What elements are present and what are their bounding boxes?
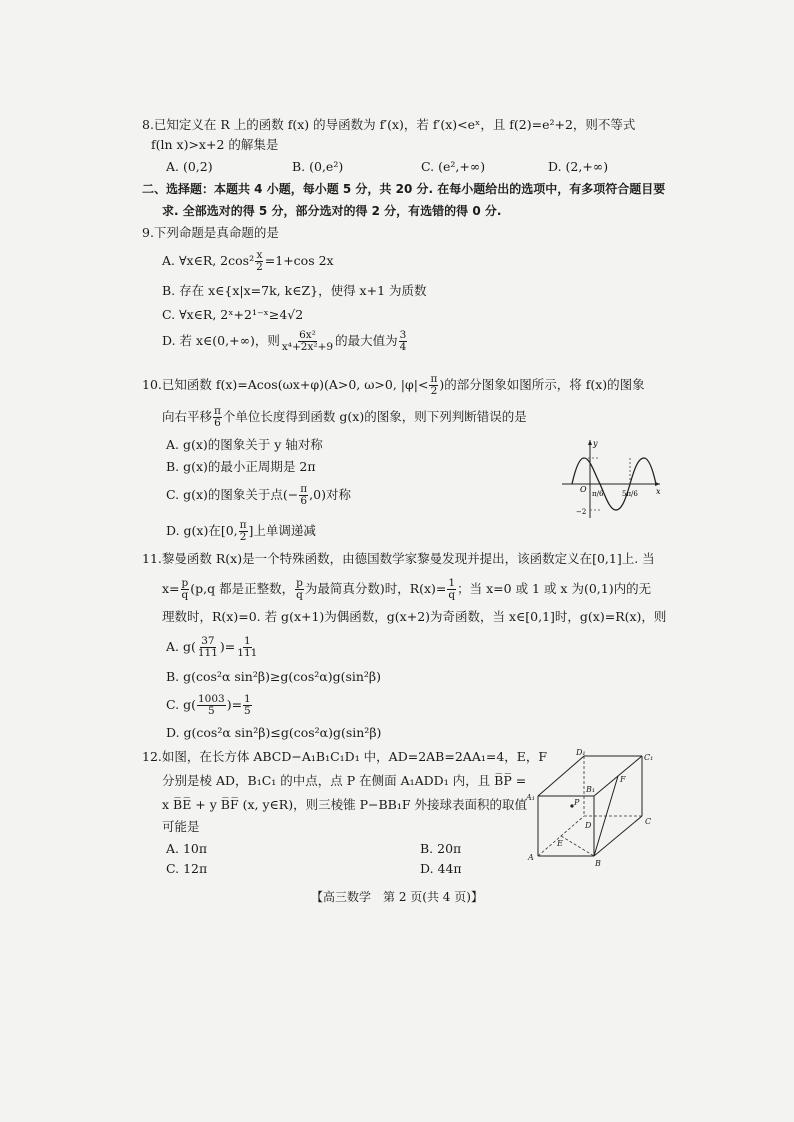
q11-a-val-den: 111: [237, 647, 258, 659]
q12-line2: 分别是棱 AD，B₁C₁ 的中点，点 P 在侧面 A₁ADD₁ 内，且 B̅P̅ =: [162, 773, 527, 788]
q10-d-post: ]上单调递减: [248, 523, 316, 538]
q10-line2-frac: [213, 406, 222, 429]
q9-d-val: [399, 330, 408, 353]
label-d: D: [585, 821, 592, 830]
q12-option-a: A. 10π: [166, 841, 208, 856]
q11-option-d: D. g(cos²α sin²β)≤g(cos²α)g(sin²β): [166, 725, 382, 740]
q11-l2-frac3-num: 1: [448, 577, 456, 589]
q11-c-frac: [197, 694, 226, 717]
q11-c-val: [243, 694, 252, 717]
q11-a-frac-den: 111: [197, 647, 218, 659]
edge-a1-d1: [538, 756, 584, 796]
q10-option-b: B. g(x)的最小正周期是 2π: [166, 459, 316, 474]
q10-d-frac-den: 2: [239, 531, 247, 543]
label-p: P: [574, 798, 580, 807]
q11-option-b: B. g(cos²α sin²β)≥g(cos²α)g(sin²β): [166, 669, 382, 684]
q10-x-label: x: [656, 487, 661, 496]
q10-c-post: ,0)对称: [309, 487, 351, 502]
label-b: B: [595, 859, 601, 868]
q9-a-frac: [255, 250, 264, 273]
q10-stem-frac-num: π: [430, 373, 438, 385]
q10-c-frac: [299, 484, 308, 507]
q11-a-pre: A. g(: [166, 639, 196, 654]
q9-a-post: =1+cos 2x: [264, 253, 334, 268]
q12-option-b: B. 20π: [420, 841, 462, 856]
label-a1: A₁: [526, 793, 535, 802]
q8-option-c: C. (e²,+∞): [421, 159, 486, 174]
q12-line4: 可能是: [162, 819, 200, 834]
q9-d-frac: [281, 330, 334, 353]
q11-l2-mid2: 为最简真分数)时，R(x)=: [304, 581, 447, 596]
q9-a-frac-den: 2: [256, 261, 263, 273]
q11-option-a: [166, 636, 259, 659]
q11-c-frac-den: 5: [207, 705, 215, 717]
q11-c-val-den: 5: [244, 705, 251, 717]
label-a: A: [528, 853, 534, 862]
q11-c-pre: C. g(: [166, 697, 196, 712]
q11-l2-frac2-den: q: [296, 589, 303, 601]
q11-l2-frac2: [295, 578, 304, 601]
q9-option-d: [162, 330, 408, 353]
q12-option-c: C. 12π: [166, 861, 208, 876]
q12-cuboid-figure: [524, 748, 664, 870]
q10-stem: [142, 374, 645, 397]
q11-a-frac: [197, 636, 219, 659]
q8-option-b: B. (0,e²): [292, 159, 344, 174]
q9-d-frac-num: 6x²: [299, 329, 316, 341]
q10-ymin: −2: [576, 508, 587, 516]
section2-line1: 二、选择题：本题共 4 小题，每小题 5 分，共 20 分. 在每小题给出的选项中，有多项符合题目要: [142, 182, 666, 196]
q10-option-c: [166, 484, 351, 507]
q10-stem-post: )的部分图象如图所示，将 f(x)的图象: [439, 377, 645, 392]
q11-line1: 11.黎曼函数 R(x)是一个特殊函数，由德国数学家黎曼发现并提出，该函数定义在[0,1]上. 当: [142, 551, 655, 566]
q10-line2: [162, 406, 527, 429]
q12-line3: x B̅E̅ + y B̅F̅ (x, y∈R)，则三棱锥 P−BB₁F 外接球表面积的取值: [162, 797, 527, 812]
q11-l2-frac1: [181, 578, 190, 601]
q10-tick2: 5π/6: [622, 490, 638, 498]
q11-c-frac-num: 1003: [197, 693, 225, 705]
q10-y-label: y: [593, 439, 598, 448]
q10-stem-frac: [429, 374, 438, 397]
label-c: C: [645, 817, 652, 826]
q11-c-mid: )=: [226, 697, 243, 712]
q9-option-b: B. 存在 x∈{x|x=7k, k∈Z}，使得 x+1 为质数: [162, 283, 427, 298]
q10-line2-post: 个单位长度得到函数 g(x)的图象，则下列判断错误的是: [222, 409, 527, 424]
q10-c-frac-num: π: [300, 483, 308, 495]
page-footer: 【高三数学 第 2 页(共 4 页)】: [311, 890, 483, 904]
edge-e-b: [561, 836, 594, 856]
q8-line1: 8.已知定义在 R 上的函数 f(x) 的导函数为 f′(x)，若 f′(x)<eˣ，且 f(2)=e²+2，则不等式: [142, 117, 636, 132]
q11-l2-frac3-den: q: [448, 589, 456, 601]
section2-line2: 求. 全部选对的得 5 分，部分选对的得 2 分，有选错的得 0 分.: [162, 204, 502, 218]
q12-line1: 12.如图，在长方体 ABCD−A₁B₁C₁D₁ 中，AD=2AB=2AA₁=4，E，F: [142, 749, 548, 764]
q11-a-mid: )=: [219, 639, 236, 654]
q10-d-frac-num: π: [239, 519, 247, 531]
q11-l2-pre: x=: [162, 581, 180, 596]
q10-c-pre: C. g(x)的图象关于点(−: [166, 487, 299, 502]
q11-l2-mid1: (p,q 都是正整数，: [190, 581, 295, 596]
q11-l2-frac1-num: p: [181, 577, 189, 589]
q11-l2-frac1-den: q: [181, 589, 189, 601]
q8-option-a: A. (0,2): [166, 159, 213, 174]
q9-option-a: [162, 250, 334, 273]
q10-d-frac: [239, 520, 248, 543]
q11-l2-frac2-num: p: [296, 577, 303, 589]
q9-option-c: C. ∀x∈R, 2ˣ+2¹⁻ˣ≥4√2: [162, 307, 304, 322]
q11-c-val-num: 1: [244, 693, 251, 705]
edge-b-c: [594, 816, 642, 856]
q8-option-d: D. (2,+∞): [548, 159, 609, 174]
q9-a-pre: A. ∀x∈R, 2cos²: [162, 253, 255, 268]
q11-option-c: [166, 694, 253, 717]
q10-option-a: A. g(x)的图象关于 y 轴对称: [166, 437, 323, 452]
q9-d-frac-den: x⁴+2x²+9: [281, 341, 334, 353]
q9-d-mid: 的最大值为: [335, 333, 398, 348]
q11-a-val: [236, 636, 258, 659]
q11-line3: 理数时，R(x)=0. 若 g(x+1)为偶函数，g(x+2)为奇函数，当 x∈[0,1]时，g(x)=R(x)，则: [162, 609, 667, 624]
q9-stem: 9.下列命题是真命题的是: [142, 225, 279, 240]
label-b1: B₁: [586, 785, 596, 794]
q10-cosine-graph: [560, 436, 664, 520]
q8-line2: f(ln x)>x+2 的解集是: [151, 137, 279, 152]
label-d1: D₁: [576, 748, 586, 757]
q10-y-arrow: [588, 440, 592, 445]
q10-origin: O: [580, 485, 587, 494]
q11-line2: [162, 578, 651, 601]
q9-d-pre: D. 若 x∈(0,+∞)，则: [162, 333, 280, 348]
q10-tick1: π/6: [592, 490, 604, 498]
label-f: F: [620, 775, 626, 784]
q10-line2-pre: 向右平移: [162, 409, 213, 424]
q10-c-frac-den: 6: [300, 495, 308, 507]
q10-option-d: [166, 520, 316, 543]
q11-a-frac-num: 37: [201, 635, 215, 647]
label-e: E: [557, 839, 563, 848]
q11-a-val-num: 1: [243, 635, 251, 647]
q11-l2-frac3: [447, 578, 456, 601]
q11-l2-post: ；当 x=0 或 1 或 x 为(0,1)内的无: [457, 581, 652, 596]
q9-a-frac-num: x: [256, 249, 263, 261]
q10-stem-frac-den: 2: [430, 385, 438, 397]
q12-option-d: D. 44π: [420, 861, 462, 876]
q10-stem-pre: 10.已知函数 f(x)=Acos(ωx+φ)(A>0, ω>0, |φ|<: [142, 377, 429, 392]
q10-d-pre: D. g(x)在[0,: [166, 523, 238, 538]
q10-line2-frac-den: 6: [214, 417, 221, 429]
q10-line2-frac-num: π: [214, 405, 221, 417]
q9-d-val-num: 3: [399, 329, 407, 341]
label-c1: C₁: [644, 753, 654, 762]
q9-d-val-den: 4: [399, 341, 407, 353]
